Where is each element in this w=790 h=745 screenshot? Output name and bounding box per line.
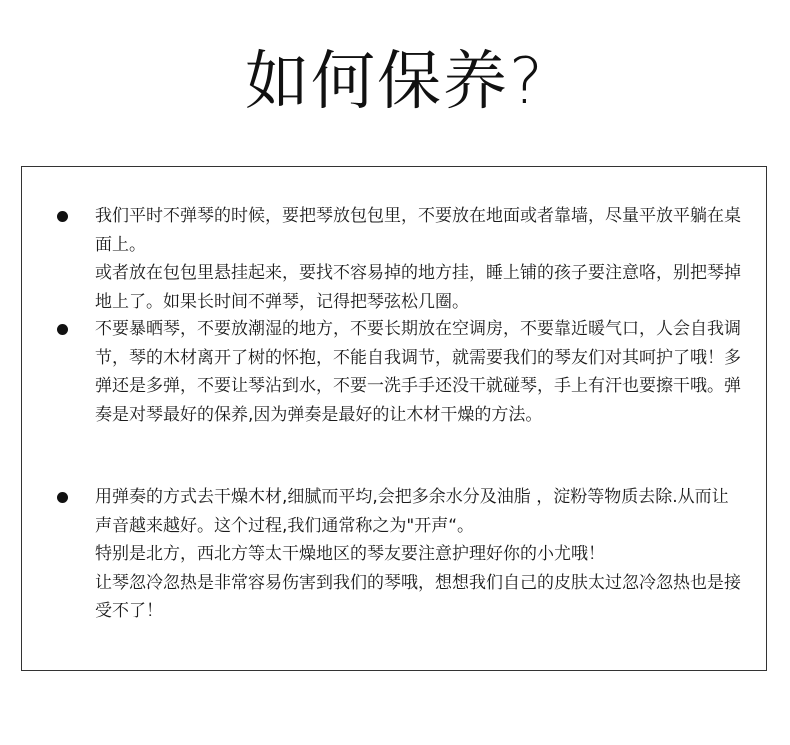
tip-paragraph: 用弹奏的方式去干燥木材,细腻而平均,会把多余水分及油脂 ，淀粉等物质去除.从而让声音越来越好。这个过程,我们通常称之为"开声“。: [95, 487, 729, 536]
care-tip-text: [95, 315, 745, 429]
bullet-icon: [57, 324, 68, 335]
tip-paragraph: 我们平时不弹琴的时候，要把琴放包包里，不要放在地面或者靠墙，尽量平放平躺在桌面上。: [95, 206, 741, 255]
care-tip-text: [95, 483, 745, 626]
tip-paragraph: 让琴忽冷忽热是非常容易伤害到我们的琴哦，想想我们自己的皮肤太过忽冷忽热也是接受不了！: [95, 572, 741, 621]
tip-paragraph: 特别是北方，西北方等太干燥地区的琴友要注意护理好你的小尤哦！: [95, 544, 605, 564]
care-tip-text: [95, 202, 745, 316]
bullet-icon: [57, 211, 68, 222]
care-tips-box: [21, 166, 767, 671]
page-title: 如何保养?: [245, 45, 545, 119]
tip-paragraph: 不要暴晒琴，不要放潮湿的地方，不要长期放在空调房，不要靠近暖气口，人会自我调节，琴的木材离开了树的怀抱，不能自我调节，就需要我们的琴友们对其呵护了哦！多弹还是多弹，不要让琴沾到水，不要一洗手手还没干就碰琴，手上有汗也要擦干哦。弹奏是对琴最好的保养,因为弹奏是最好的让木材干燥的方法。: [95, 319, 741, 425]
tip-paragraph: 或者放在包包里悬挂起来，要找不容易掉的地方挂，睡上铺的孩子要注意咯，别把琴掉地上了。如果长时间不弹琴，记得把琴弦松几圈。: [95, 263, 741, 312]
bullet-icon: [57, 492, 68, 503]
